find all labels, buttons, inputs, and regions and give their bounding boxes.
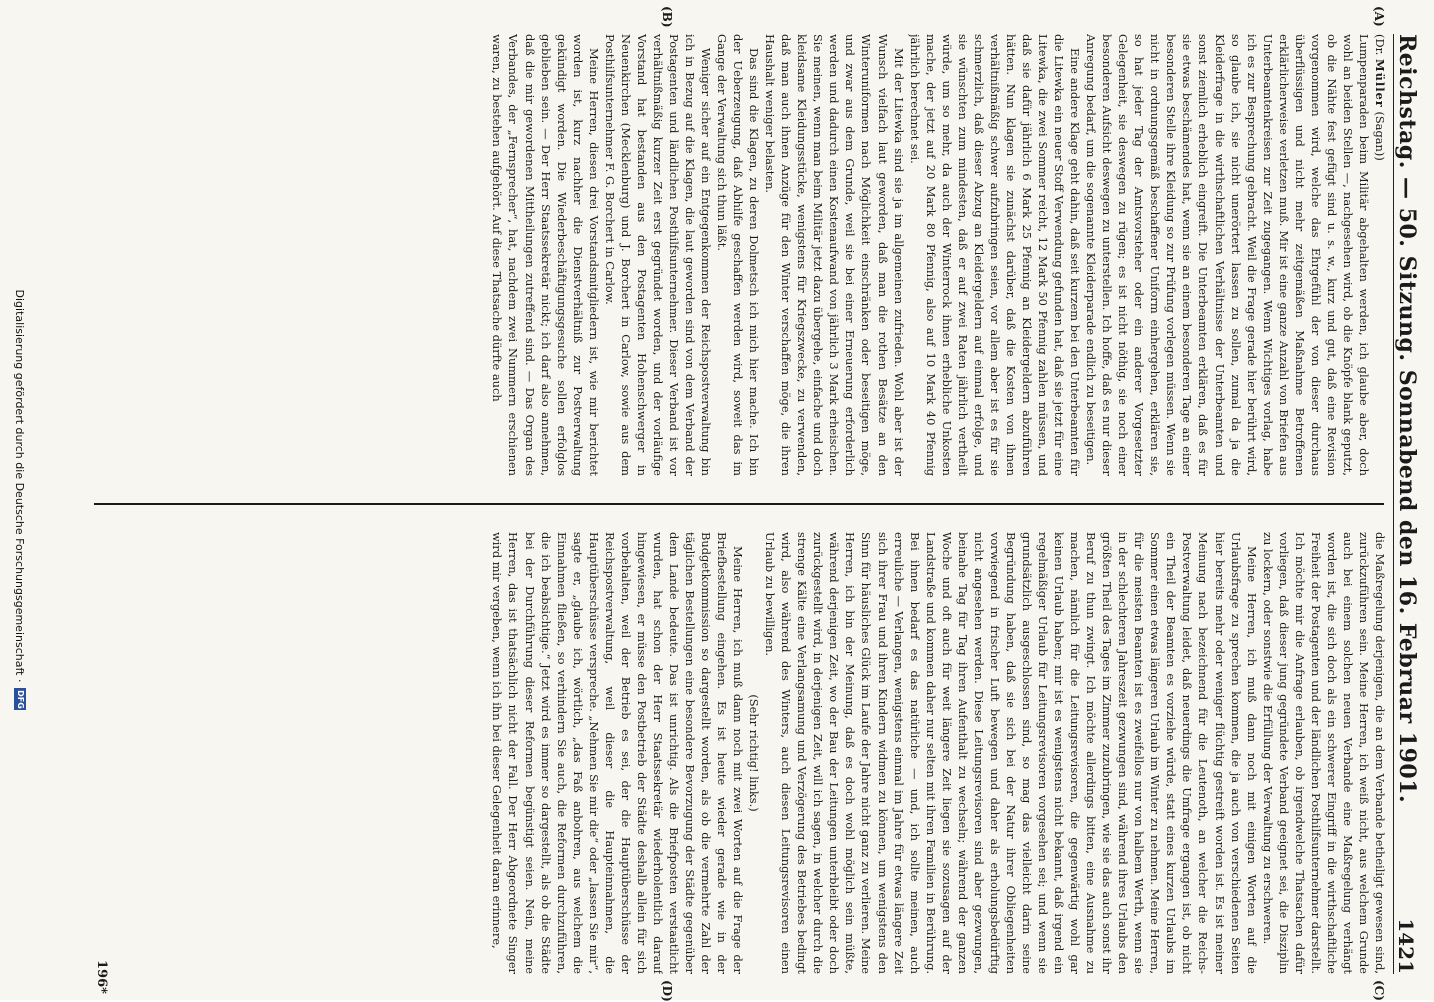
interjection: (Sehr richtig! links.) (747, 694, 762, 812)
paragraph: Meine Herren, ich muß dann noch mit einigen Worten auf die Urlaubsfrage zu sprechen kommen, die ja auch von verschiedenen Seiten hier bereits mehr oder weniger flüchtig gestreift worden ist. Es ist meiner Meinung nach bezeichnend für die Leutenoth, an welcher die Reichs-Postverwaltung leidet, daß neuerdings die Umfrage ergangen ist, ob nicht ein Theil der Beamten es vorziehe würde, statt eines kurzen Urlaubs im Sommer einen etwas längeren Urlaub im Winter zu nehmen. Meine Herren, für die meisten Beamten ist es zweifellos nur von halbem Werth, wenn sie in der schlechteren Jahreszeit gezwungen sind, während ihres Urlaubs den größten Theil des Tages im Zimmer zuzubringen, wie sie das auch sonst ihr Beruf zu thun zwingt. Ich möchte allerdings bitten, eine Ausnahme zu machen, nämlich für die Leitungsrevisoren, die gegenwärtig wohl gar keinen Urlaub haben; mir ist es wenigstens nicht bekannt, daß irgend ein regelmäßiger Urlaub für Leitungsrevisoren vorgesehen sei; und wenn sie grundsätzlich ausgeschlossen sind, so mag das vielleicht darin seine Begründung haben, daß sie sich bei der Natur ihrer Obliegenheiten vorwiegend in frischer Luft bewegen und daher als erholungsbedürftig nicht angesehen werden. Diese Leitungsrevisoren sind aber gezwungen, beinahe Tag für Tag ihren Aufenthalt zu wechseln; während der ganzen Woche und oft auch für weit längere Zeit liegen sie sozusagen auf der Landstraße und kommen daher nur selten mit ihren Familien in Berührung. Bei ihnen bedarf es das natürliche — und, ich sollte meinen, auch erreuliche — Verlangen, wenigstens einmal im Jahre für etwas längere Zeit sich ihrer Frau und ihren Kindern widmen zu können, um wenigstens den Sinn für häusliches Glück im Laufe der Jahre nicht ganz zu verlieren. Meine Herren, ich bin der Meinung, daß es doch wohl möglich sein müßte, während derjenigen Zeit, wo der Bau der Leitungen unterbleibt oder doch zurückgestellt wird, in derjenigen Zeit, will ich sagen, in welcher durch die strenge Kälte eine Verlangsamung und Verzögerung des Betriebes bedingt wird, also während des Winters, auch diesen Leitungsrevisoren einen Urlaub zu bewilligen. (763, 532, 1259, 974)
speaker-line (1372, 34, 1388, 476)
margin-marker-d: (D) (660, 980, 674, 1002)
paragraph: Lumpenparaden beim Militär abgehalten werden, ich glaube aber, doch wohl an beiden Stellen —, nachgesehen wird, ob die Knöpfe blank geputzt, ob die Nähte fest gefügt sind u. s. w., kurz und gut, daß eine Revision vorgenommen wird, welche das Ehrgefühl der von dieser durchaus überflüssigen und nicht mehr zeitgemäßen Maßnahme Betroffenen erklärlicherweise verletzen muß. Mir ist eine ganze Anzahl von Briefen aus Unterbeamtenkreisen zur Zeit zugegangen. Wenn Wichtiges vorlag, habe ich es zur Besprechung gebracht. Weil die Frage gerade hier berührt wird, so glaube ich, sie nicht unerörtert lassen zu sollen, zumal da ja die Kleiderfrage in die wirthschaftlichen Verhältnisse der Unterbeamten und sonst ziemlich erheblich eingreift. Die Unterbeamten erklären, daß es für sie etwas beschämendes hat, wenn sie an einem besonderen Tage an einer besonderen Stelle ihre Kleidung so zur Prüfung vorlegen müssen. Wenn sie nicht in ordnungsgemäß beschaffener Uniform einhergehen, erklären sie, so hat jeder Tag der Amtsvorsteher oder ein anderer Vorgesetzter Gelegenheit, sie deswegen zu rügen; es ist nicht nöthig, sie noch einer besonderen Aufsicht deswegen zu unterstellen. Ich hoffe, daß es nur dieser Anregung bedarf, um die sogenannte Kleiderparade endlich zu beseitigen. (1084, 34, 1371, 476)
paragraph: Meine Herren, ich muß dann noch mit zwei Worten auf die Frage der Briefbestellung eingehen. Es ist heute wieder gerade wie in der Budgetkommission so dargestellt worden, als ob die vermehrte Zahl der täglichen Bestellungen eine besondere Bevorzugung der Städte gegenüber dem Lande bedeute. Das ist unrichtig. Als die Briefposten verstaatlicht wurden, hat schon der Herr Staatssekretär wiederholentlich darauf hingewiesen, er müsse den Postbetrieb der Städte deshalb allein für sich vorbehalten, weil der Betrieb es sei, der die Hauptüberschüsse der Reichspostverwaltung, weil dieser die Haupteinnahmen, die Hauptüberschüsse verspreche. „Nehmen Sie mir die“ oder „lassen Sie mir“, sagte er, „glaube ich, wörtlich, „das Faß anbohren, aus welchem die Einnahmen fließen, so verhindern Sie auch, die Reformen durchzuführen, die ich beabsichtige.“ Jetzt wird es immer so dargestellt, als ob die Städte bei der Durchführung dieser Reformen begünstigt seien. Nein, meine Herren, das ist thatsächlich nicht der Fall. Der Herr Abgeordnete Singer wird mir vergeben, wenn ich ihn bei dieser Gelegenheit daran erinnere, (490, 532, 746, 974)
footer-text: Digitalisierung gefördert durch die Deutsche Forschungsgemeinschaft · (13, 289, 27, 683)
paragraph: die Maßregelung derjenigen, die an dem Verbande betheiligt gewesen sind, zurückzuführen sein. Meine Herren, ich weiß nicht, aus welchem Grunde auch bei einem solchen neuen Verbande eine Maßregelung verhängt worden ist, die sich doch als ein schwerer Eingriff in die wirthschaftliche Freiheit der Postagenten und der ländlichen Posthilfsunternehmer darstellt. Ich möchte mir die Anfrage erlauben, ob irgendwelche Thatsachen dafür vorliegen, daß dieser jung gegründete Verband geeignet sei, die Disziplin zu lockern, oder sonstwie die Erfüllung der Verwaltung zu erschweren. (1260, 532, 1387, 974)
paragraph: Das sind die Klagen, zu deren Dolmetsch ich mich hier mache. Ich bin der Ueberzeugung, daß Abhilfe geschaffen werden wird, soweit das im Gange der Verwaltung sich thun läßt. (715, 34, 762, 476)
speaker-name: Müller (1373, 59, 1387, 108)
page-number: 1421 (1394, 918, 1418, 974)
column-divider (94, 503, 1384, 505)
signature-mark: 196* (94, 960, 109, 994)
paragraph: Meine Herren, diesen drei Vorstandsmitgliedern ist, wie mir berichtet worden ist, kurz nachher die Dienstverhältniß zur Postverwaltung gekündigt worden. Die Wiederbeschäftigungsgesuche sollen erfolglos geblieben sein. — Der Herr Staatssekretär nickt; ich darf also annehmen, daß die mir gewordenen Mittheilungen zutreffend sind. — Das Organ des Verbandes, der „Fernsprecher“, hat, nachdem zwei Nummern erschienen waren, zu bestehen aufgehört. Auf diese Thatsache dürfte auch (490, 34, 601, 476)
margin-marker-c: (C) (1372, 980, 1386, 1001)
digitization-footer (6, 0, 34, 1000)
speaker-affix: (Sagan)) (1373, 111, 1387, 161)
paragraph: Eine andere Klage geht dahin, daß seit kurzem bei den Unterbeamten für die Litewka ein neuer Stoff Verwendung gefunden hat, daß sie jetzt für eine Litewka, die zwei Sommer reicht, 12 Mark 50 Pfennig zahlen müssen, und daß sie dafür jährlich 6 Mark 25 Pfennig an Kleidergeldern abzuführen hätten. Nun klagen sie zunächst darüber, daß die Kosten von ihnen verhältnißmäßig schwer aufzubringen seien, vor allem aber ist es für sie schmerzlich, daß dieser Abzug an Kleidergeldern auf einmal erfolge, und sie wünschten zum mindesten, daß er auf zwei Raten jährlich vertheilt würde, um so mehr, da auch der Winterrock ihnen erhebliche Unkosten mache, der jetzt auf 20 Mark 80 Pfennig, also auf 10 Mark 40 Pfennig jährlich berechnet sei. (907, 34, 1083, 476)
left-column (88, 34, 1388, 476)
dfg-logo: DFG (16, 690, 25, 709)
speaker-prefix: (Dr. (1373, 34, 1387, 56)
margin-marker-b: (B) (660, 6, 674, 28)
page-header (1393, 34, 1424, 974)
running-title: Reichstag. — 50. Sitzung. Sonnabend den 16. Februar 1901. (1394, 34, 1420, 804)
margin-marker-a: (A) (1372, 6, 1386, 27)
paragraph: Weniger sicher auf ein Entgegenkommen der Reichspostverwaltung bin ich in Bezug auf die Klagen, die laut geworden sind von dem Verband der Postagenten und ländlichen Posthilfsunternehmer. Dieser Verband ist vor verhältnißmäßig kurzer Zeit erst gegründet worden, und der vorläufige Vorstand hat bestanden aus den Postagenten Hohenschwerger in Neuenkirchen (Mecklenburg) und J. Borchert in Carlow, sowie aus dem Posthilfsunternehmer F. G. Borchert in Carlow. (602, 34, 714, 476)
paragraph: Mit der Litewka sind sie ja im allgemeinen zufrieden. Wohl aber ist der Wunsch vielfach laut geworden, daß man die rothen Besätze an den Winteruniformen nach Möglichkeit einschränken oder beseitigen möge, und zwar aus dem Grunde, weil sie bei einer Erneuerung erforderlich werden und dadurch einen Kostenaufwand von jährlich 3 Mark erheischen. Sie meinen, wenn man beim Militär jetzt dazu übergehe, einfache und doch kleidsame Kleidungsstücke, wenigstens für Kriegszwecke, zu verwenden, daß man auch ihnen Anzüge für den Winter verschaffen möge, die ihren Haushalt weniger belasten. (763, 34, 906, 476)
text-columns (88, 34, 1388, 974)
right-column (88, 532, 1388, 974)
